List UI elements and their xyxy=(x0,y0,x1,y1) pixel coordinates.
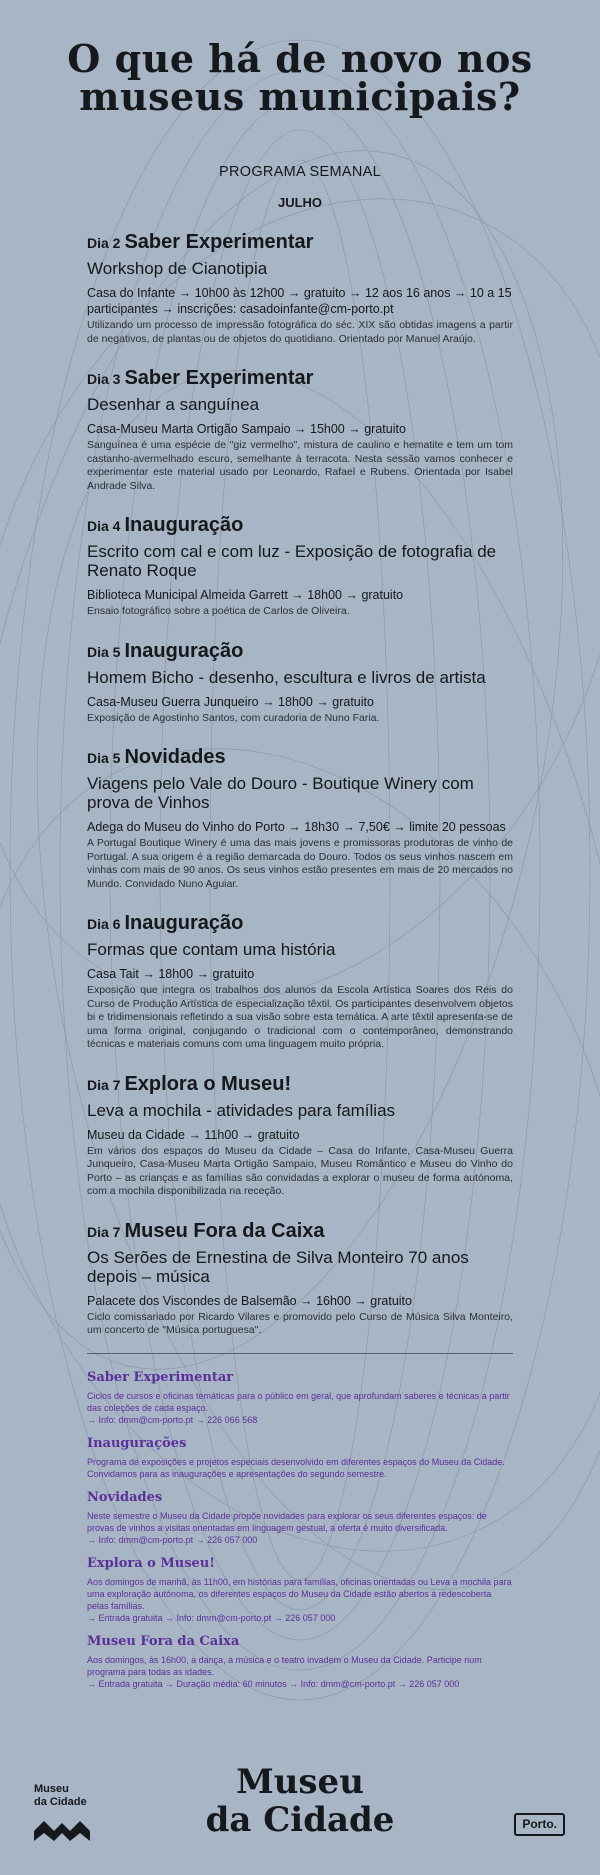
event-title: Escrito com cal e com luz - Exposição de fotografia de Renato Roque xyxy=(87,542,497,580)
small-logo-line-1: Museu xyxy=(34,1783,69,1795)
legend-item xyxy=(87,1370,513,1426)
event-header xyxy=(87,230,513,254)
event-category: Inauguração xyxy=(124,639,244,662)
event-info: Adega do Museu do Vinho do Porto → 18h30 → 7,50€ → limite 20 pessoas xyxy=(87,820,506,834)
event-info: Casa-Museu Marta Ortigão Sampaio → 15h00 → gratuito xyxy=(87,422,406,436)
legend-title: Museu Fora da Caixa xyxy=(87,1633,240,1649)
event-category: Saber Experimentar xyxy=(124,367,314,389)
event-title: Leva a mochila - atividades para famílias xyxy=(87,1100,396,1120)
event-description: Ciclo comissariado por Ricardo Vilares e promovido pelo Curso de Música Silva Monteiro, um concerto de "Música portuguesa". xyxy=(87,1310,513,1336)
month-label: JULHO xyxy=(277,195,323,210)
legend-contact: → Info: dmm@cm-porto.pt → 226 066 568 xyxy=(87,1414,258,1425)
event-header xyxy=(87,911,513,935)
event-day: Dia 5 xyxy=(87,750,121,766)
event-header xyxy=(87,639,513,663)
legend-text: Aos domingos de manhã, às 11h00, em histórias para famílias, oficinas orientadas ou Leva a mochila para uma exploração autónoma, os diferentes espaços do Museu da Cidade estão abertos à redescoberta pelas famílias. xyxy=(87,1576,512,1611)
category-legend xyxy=(0,1370,600,1690)
event-category: Novidades xyxy=(124,746,226,768)
legend-text: Programa de exposições e projetos especiais desenvolvido em diferentes espaços do Museu da Cidade. Convidamos para as inaugurações e apresentações do segundo semestre. xyxy=(87,1456,505,1479)
event-title: Workshop de Cianotipia xyxy=(87,259,268,278)
event-description: Ensaio fotográfico sobre a poética de Carlos de Oliveira. xyxy=(87,605,350,617)
title-line-2: museus municipais? xyxy=(79,74,521,119)
program-subtitle: PROGRAMA SEMANAL xyxy=(219,164,381,180)
legend-item xyxy=(87,1436,513,1480)
event-item xyxy=(0,911,600,1052)
event-item xyxy=(0,745,600,891)
section-divider xyxy=(87,1353,513,1354)
event-category: Inauguração xyxy=(124,912,244,934)
legend-text: Neste semestre o Museu da Cidade propõe novidades para explorar os seus diferentes espaços: de provas de vinhos a visitas orientadas em linguagem gestual, a oferta é muito diversificada. xyxy=(87,1510,487,1533)
title-line-1: O que há de novo nos xyxy=(67,36,533,81)
event-day: Dia 2 xyxy=(87,235,121,251)
event-description: Sanguínea é uma espécie de "giz vermelho", mistura de caulino e hematite e tem um tom castanho-avermelhado escuro, semelhante à terracota. Nesta sessão vamos conhecer e experimentar este material usado por Leonardo, Rafael e Rubens. Orientada por Isabel Andrade Silva. xyxy=(87,439,513,492)
wordmark-line-2: da Cidade xyxy=(205,1800,395,1840)
event-day: Dia 7 xyxy=(87,1223,121,1240)
event-header xyxy=(87,745,513,769)
event-header xyxy=(87,1072,513,1096)
event-day: Dia 7 xyxy=(87,1076,121,1093)
event-category: Museu Fora da Caixa xyxy=(124,1219,325,1242)
event-item xyxy=(0,1072,600,1199)
event-category: Saber Experimentar xyxy=(124,231,314,253)
legend-title: Inaugurações xyxy=(87,1435,187,1451)
event-category: Explora o Museu! xyxy=(124,1072,292,1095)
legend-contact: → Info: dmm@cm-porto.pt → 226 057 000 xyxy=(87,1534,258,1545)
event-item xyxy=(0,230,600,346)
legend-title: Novidades xyxy=(87,1489,163,1505)
event-category: Inauguração xyxy=(124,514,244,536)
event-day: Dia 3 xyxy=(87,371,121,387)
porto-logo: Porto. xyxy=(514,1813,565,1836)
event-header xyxy=(87,513,513,537)
museu-da-cidade-wordmark xyxy=(0,1763,600,1839)
legend-text: Ciclos de cursos e oficinas temáticas para o público em geral, que aprofundam saberes e técnicas a partir das coleções de cada espaço. xyxy=(87,1390,510,1413)
legend-contact: → Entrada gratuita → Info: dmm@cm-porto.pt → 226 057 000 xyxy=(87,1612,336,1623)
event-info: Palacete dos Viscondes de Balsemão → 16h00 → gratuito xyxy=(87,1293,412,1308)
event-title: Homem Bicho - desenho, escultura e livros de artista xyxy=(87,667,486,687)
event-description: Utilizando um processo de impressão fotográfica do séc. XIX são obtidas imagens a partir de negativos, de plantas ou de objetos do quotidiano. Orientado por Manuel Araújo. xyxy=(87,319,513,345)
event-item xyxy=(0,513,600,619)
footer xyxy=(0,1755,600,1870)
event-item xyxy=(0,366,600,493)
legend-contact: → Entrada gratuita → Duração média: 60 minutos → Info: dmm@cm-porto.pt → 226 057 000 xyxy=(87,1678,460,1689)
event-description: Exposição que integra os trabalhos dos alunos da Escola Artística Soares dos Reis do Curso de Produção Artística de especialização têxtil. Os participantes desenvolvem objetos bi e tridimensionais refletindo a sua visão sobre esta temática. A arte têxtil apresenta-se de uma forma original, conjugando o tradicional com o contemporâneo, demonstrando técnicas e materiais comuns com uma linguagem muito própria. xyxy=(87,984,513,1050)
legend-item xyxy=(87,1634,513,1690)
event-day: Dia 5 xyxy=(87,643,121,660)
event-title: Viagens pelo Vale do Douro - Boutique Winery com prova de Vinhos xyxy=(87,774,474,812)
legend-text: Aos domingos, às 16h00, a dança, a música e o teatro invadem o Museu da Cidade. Participe num programa para todas as idades. xyxy=(87,1654,482,1677)
wordmark-line-1: Museu xyxy=(236,1762,364,1802)
event-item xyxy=(0,1219,600,1338)
event-info: Casa do Infante → 10h00 às 12h00 → gratuito → 12 aos 16 anos → 10 a 15 participantes → inscrições: casadoinfante@cm-porto.pt xyxy=(87,286,512,316)
event-description: A Portugal Boutique Winery é uma das mais jovens e promissoras produtoras de vinho de Portugal. A sua origem é a região demarcada do Douro. Todos os seus vinhos nascem em vinhas com mais de 90 anos. Os seus vinhos estão presentes em mais de 20 mercados no Mundo. Convidado Nuno Aguiar. xyxy=(87,837,513,890)
event-info: Casa Tait → 18h00 → gratuito xyxy=(87,967,255,981)
event-description: Em vários dos espaços do Museu da Cidade – Casa do Infante, Casa-Museu Guerra Junqueiro, Casa-Museu Marta Ortigão Sampaio, Museu Romântico e Museu do Vinho do Porto – as crianças e as famílias são convidadas a explorar o museu de forma autónoma, com a mochila disponibilizada na receção. xyxy=(87,1144,513,1197)
legend-item xyxy=(87,1556,513,1624)
event-item xyxy=(0,639,600,726)
page-title xyxy=(0,0,600,119)
legend-item xyxy=(87,1490,513,1546)
event-title: Os Serões de Ernestina de Silva Monteiro 70 anos depois – música xyxy=(87,1247,469,1286)
legend-title: Explora o Museu! xyxy=(87,1555,215,1571)
legend-title: Saber Experimentar xyxy=(87,1369,234,1385)
event-title: Desenhar a sanguínea xyxy=(87,395,260,414)
event-title: Formas que contam uma história xyxy=(87,940,336,959)
event-info: Biblioteca Municipal Almeida Garrett → 18h00 → gratuito xyxy=(87,588,404,602)
event-info: Casa-Museu Guerra Junqueiro → 18h00 → gratuito xyxy=(87,694,374,709)
event-day: Dia 4 xyxy=(87,518,121,534)
event-info: Museu da Cidade → 11h00 → gratuito xyxy=(87,1127,300,1142)
event-header xyxy=(87,1219,513,1243)
small-logo-line-2: da Cidade xyxy=(34,1796,87,1808)
event-day: Dia 6 xyxy=(87,916,121,932)
event-description: Exposição de Agostinho Santos, com curadoria de Nuno Faria. xyxy=(87,711,380,724)
event-header xyxy=(87,366,513,390)
events-list xyxy=(0,230,600,1338)
